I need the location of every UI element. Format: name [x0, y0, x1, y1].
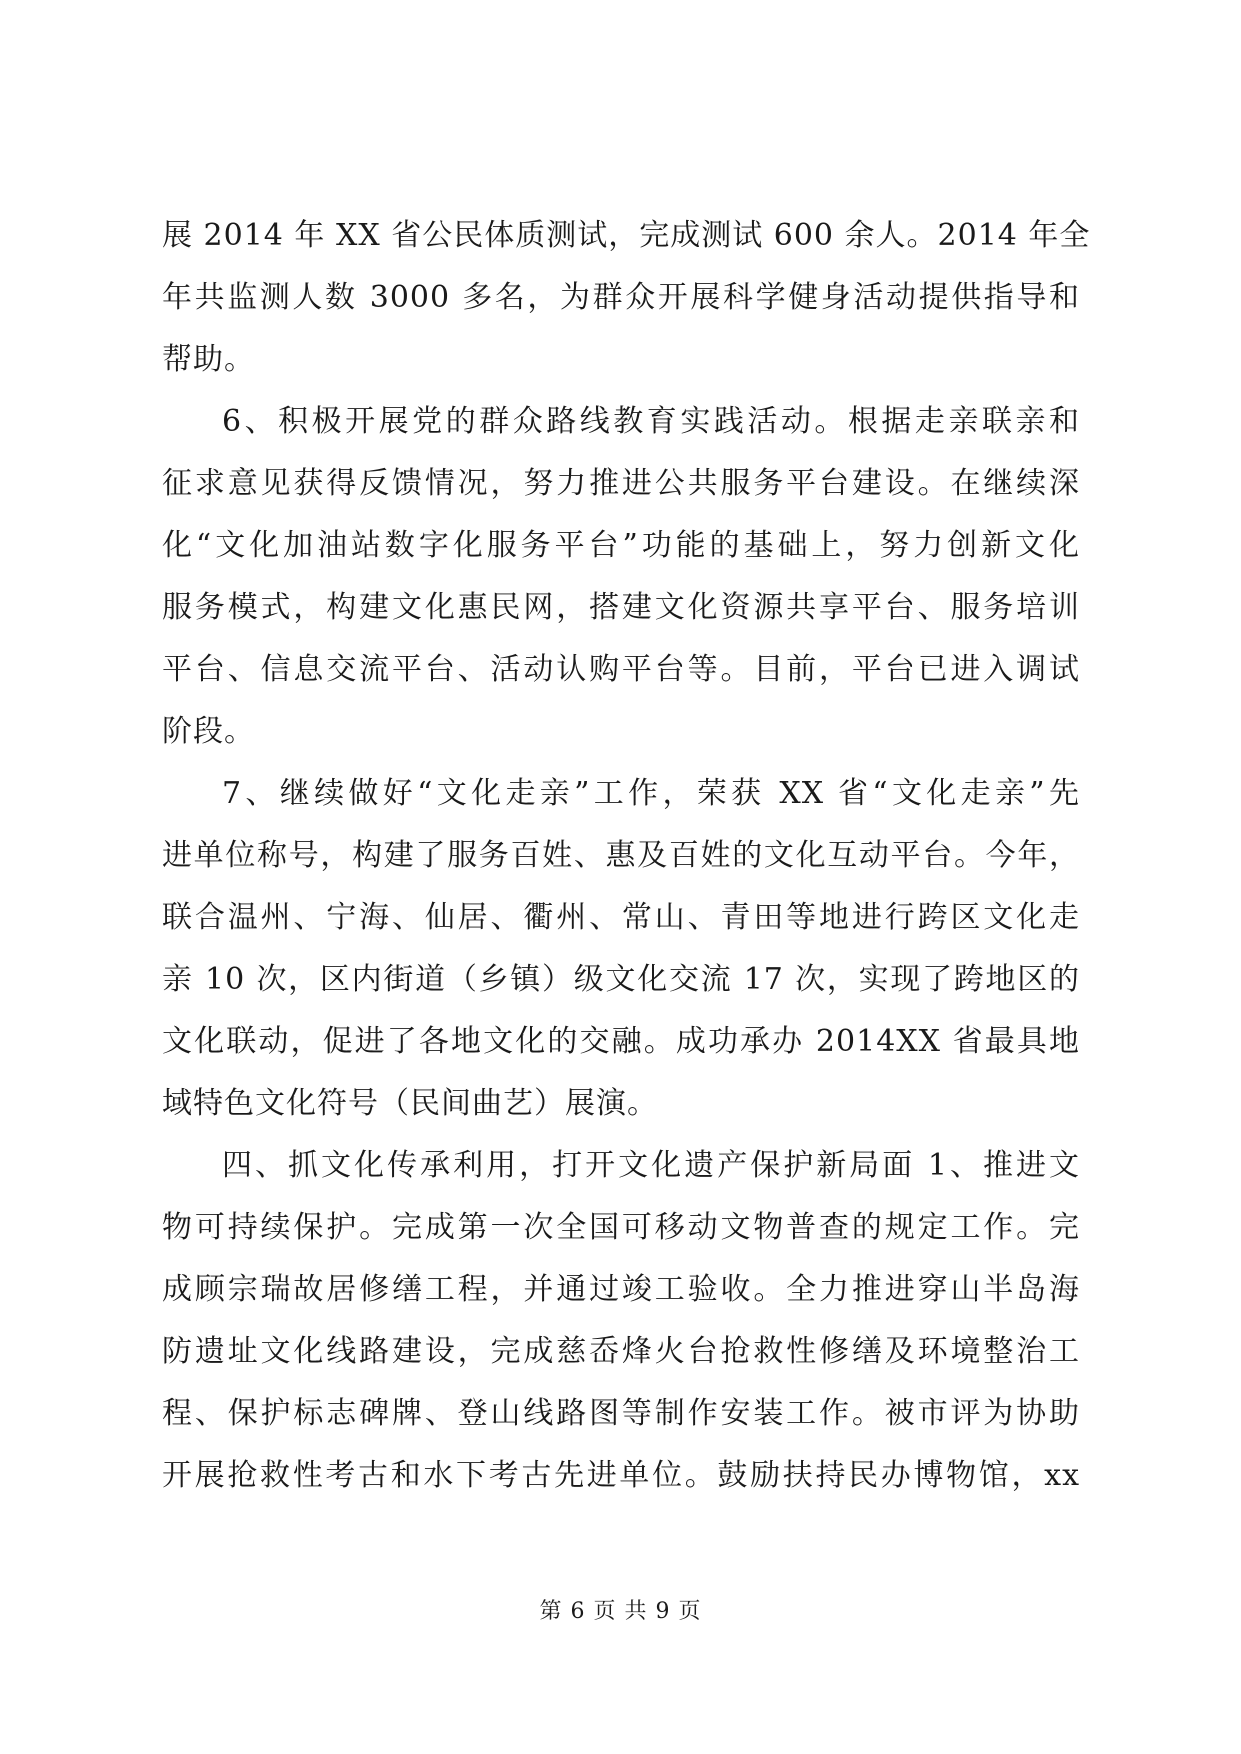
body-line: 域特色文化符号（民间曲艺）展演。 [162, 1086, 658, 1121]
body-line: 成顾宗瑞故居修缮工程，并通过竣工验收。全力推进穿山半岛海 [162, 1272, 1080, 1307]
body-line: 联合温州、宁海、仙居、衢州、常山、青田等地进行跨区文化走 [162, 900, 1080, 935]
body-line: 展 2014 年 XX 省公民体质测试，完成测试 600 余人。2014 年全 [162, 218, 1091, 253]
section-4-first-line: 四、抓文化传承利用，打开文化遗产保护新局面 1、推进文 [222, 1148, 1080, 1183]
body-line: 程、保护标志碑牌、登山线路图等制作安装工作。被市评为协助 [162, 1396, 1080, 1431]
paragraph-6-first-line: 6、积极开展党的群众路线教育实践活动。根据走亲联亲和 [222, 404, 1080, 439]
body-line: 进单位称号，构建了服务百姓、惠及百姓的文化互动平台。今年， [162, 838, 1080, 873]
body-line: 化“文化加油站数字化服务平台”功能的基础上，努力创新文化 [162, 528, 1080, 563]
body-line: 亲 10 次，区内街道（乡镇）级文化交流 17 次，实现了跨地区的 [162, 962, 1080, 997]
page-number-footer: 第 6 页 共 9 页 [539, 1599, 702, 1624]
body-line: 开展抢救性考古和水下考古先进单位。鼓励扶持民办博物馆，xx [162, 1458, 1080, 1493]
body-line: 帮助。 [162, 342, 255, 377]
body-line: 征求意见获得反馈情况，努力推进公共服务平台建设。在继续深 [162, 466, 1080, 501]
body-line: 服务模式，构建文化惠民网，搭建文化资源共享平台、服务培训 [162, 590, 1080, 625]
paragraph-7-first-line: 7、继续做好“文化走亲”工作，荣获 XX 省“文化走亲”先 [222, 776, 1080, 811]
body-line: 物可持续保护。完成第一次全国可移动文物普查的规定工作。完 [162, 1210, 1080, 1245]
body-line: 防遗址文化线路建设，完成慈岙烽火台抢救性修缮及环境整治工 [162, 1334, 1080, 1369]
body-line: 平台、信息交流平台、活动认购平台等。目前，平台已进入调试 [162, 652, 1080, 687]
body-line: 文化联动，促进了各地文化的交融。成功承办 2014XX 省最具地 [162, 1024, 1080, 1059]
body-line: 阶段。 [162, 714, 255, 749]
document-body [162, 205, 1091, 1507]
body-line: 年共监测人数 3000 多名，为群众开展科学健身活动提供指导和 [162, 280, 1080, 315]
